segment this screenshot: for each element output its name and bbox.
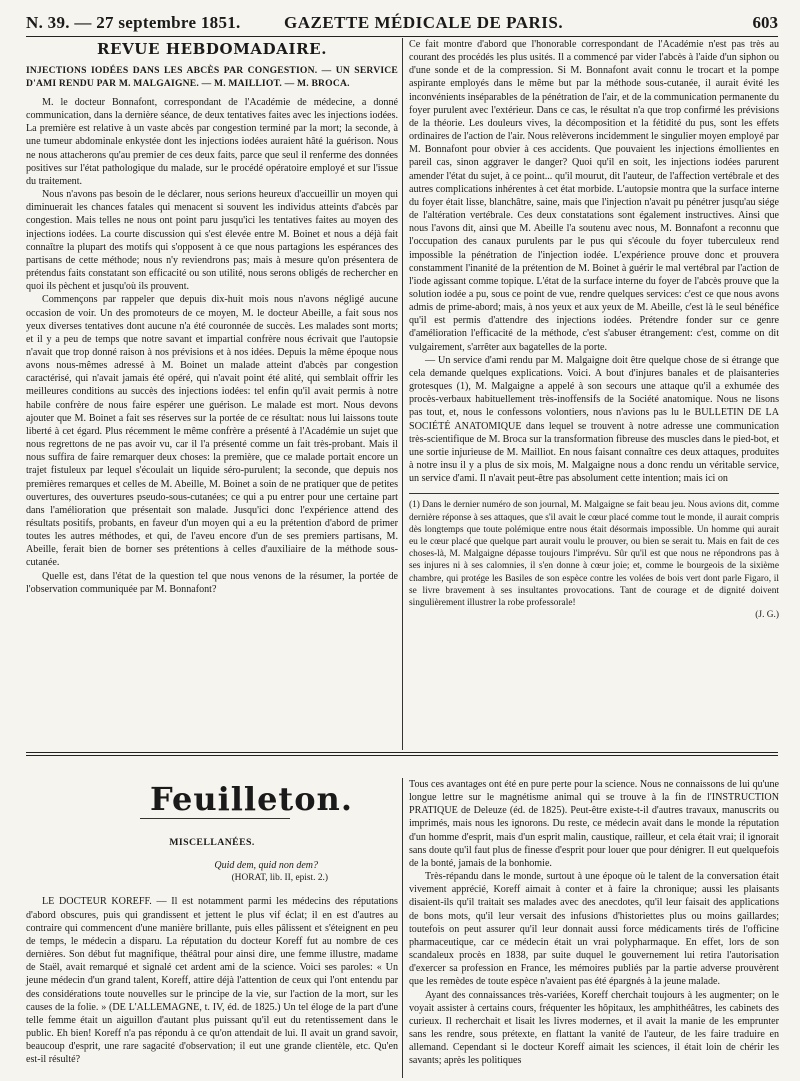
footnote-signature: (J. G.) (755, 610, 779, 621)
feuilleton-separator (26, 752, 778, 756)
paragraph: M. le docteur Bonnafont, correspondant de l'Académie de médecine, a donné communication, dans la dernière séance, de deux tentatives faites avec les injections iodées. La première est relative à un vaste abcès par congestion terminé par la mort; la seconde, à une tumeur abdominale enkystée dont les injections iodées auraient hâté la guérison. Nous ne nous attacherons qu'au premier de ces deux faits, parce que seul il renferme des données positives sur l'état pathologique du malade, sur le procédé opératoire employé et sur l'issue du traitement. (26, 97, 398, 187)
paragraph: Nous n'avons pas besoin de le déclarer, nous serions heureux d'accueillir un moyen qui diminuerait les chances fatales qui menacent si souvent les individus atteints d'abcès par congestion. Mais telles ne nous ont point paru jusqu'ici les tentatives faites au moyen des injections iodées. La courte discussion qui s'est élevée entre M. Boinet et nous a déjà fait connaître la plupart des motifs qui s'opposent à ce que nous partagions les espérances des partisans de cette méthode; nous n'y reviendrons pas; mais à mesure qu'on présentera de prétendus faits constatant son efficacité ou son utilité, nous serons obligés de rechercher en quoi ils pèchent et jusqu'où ils prouvent. (26, 189, 398, 293)
paragraph: Ce fait montre d'abord que l'honorable correspondant de l'Académie n'est pas très au courant des procédés les plus usités. Il a commencé par vider l'abcès à l'aide d'un siphon ou d'une sonde et de la compression. Si M. Bonnafont avait connu le trocart et la pompe aspirante employés dans le même but par la méthode sous-cutanée, il aurait évité les inconvénients inséparables de la pénétration de l'air, et de la communication permanente du foyer purulent avec l'extérieur. Dans ce cas, le résultat n'a que trop confirmé les prévisions de la théorie. Les douleurs vives, la décomposition et la fétidité du pus, sont les effets ordinaires de l'action de l'air. Nous relèverons incidemment le singulier moyen employé par M. Bonnafont pour obvier à ces accidents. Que pouvaient les injections émollientes en pareil cas, sinon aggraver le danger? Quoi qu'il en soit, les injections iodées parurent amender l'état du sujet, à ce point... qu'il mourut, dit l'auteur, de l'affection vertébrale et des autres complications inhérentes à cet état morbide. L'autopsie montra que la surface interne du foyer était lisse, blanchâtre, saine, mais que l'injection n'avait pu pénétrer jusqu'au siége de l'altération vertébrale. Ces deux constatations sont également instructives. Ainsi que nous l'avons dit, ainsi que M. Abeille l'a soutenu avec nous, M. Bonnafont a reconnu que l'occupation des canaux purulents par le pus qui s'écoule du foyer tuberculeux rend impossible la pénétration de l'injection iodée. L'expérience prouve donc et prouvera constamment l'inanité de la prétention de M. Boinet à guérir le mal vertébral par l'action de l'iode agissant comme topique. L'état de la surface interne du foyer de l'abcès prouve que la solution iodée a pu, sous ce point de vue, rendre quelques services: c'est ce que nous avons admis de prime-abord; mais, à nos yeux et aux yeux de M. Abeille, c'est là le seul bénéfice qu'il est permis d'attendre des injections iodées. Prétendre fonder sur ce genre d'amélioration l'efficacité de la méthode, c'est s'abuser étrangement: c'est, comme on dit vulgairement, s'arrêter aux bagatelles de la porte. (409, 39, 779, 353)
revue-subtitle: INJECTIONS IODÉES DANS LES ABCÈS PAR CONGESTION. — UN SERVICE D'AMI RENDU PAR M. MALGAIGNE. — M. MAILLIOT. — M. BROCA. (26, 65, 398, 89)
footnote-text: (1) Dans le dernier numéro de son journal, M. Malgaigne se fait beau jeu. Nous avions dit, comme dernière réponse à ses attaques, que s'il avait le cœur placé comme tout le monde, il aurait compris dès longtemps que toute polémique entre nous était désormais impossible. Un homme qui aurait eu le cœur placé que quelque part aurait voulu le prouver, ou bien se serait tu. Mais en fait de ces choses-là, M. Malgaigne dépasse toujours l'imprévu. Sûr qu'il est que nous ne répondrons pas à ses injures ni à ses calomnies, il s'en donne à cœur joie; et, comme le bourgeois de la sixième chambre, qui protége les Basiles de son espèce contre les volées de bois vert dont parle Figaro, il se livre bravement à ses insultantes provocations. Tant de courage et de dignité doivent singulièrement illustrer la robe professorale! (409, 500, 779, 608)
feuilleton-title-rule (140, 818, 290, 819)
journal-title: GAZETTE MÉDICALE DE PARIS. (284, 13, 564, 32)
revue-left-paragraphs (26, 96, 398, 596)
paragraph: Quelle est, dans l'état de la question tel que nous venons de la résumer, la portée de l'observation communiquée par M. Bonnafont? (26, 570, 398, 595)
feuilleton-title: Feuilleton. (150, 780, 353, 818)
issue-number: N. 39. — 27 septembre 1851. (26, 13, 241, 32)
paragraph: LE DOCTEUR KOREFF. — Il est notamment parmi les médecins des réputations d'abord obscures, puis qui grandissent et jettent le plus vif éclat; il en est d'autres au contraire qui commencent d'une manière brillante, puis elles pâlissent et s'éteignent en peu de temps, le médecin a disparu. La réputation du docteur Koreff fut au nombre de ces dernières. Son début fut magnifique, théâtral pour ainsi dire, une femme illustre, madame de Staël, avait remarqué et signalé cet ardent ami de la science. Voici ses paroles: « Un jeune médecin d'un grand talent, Koreff, attire déjà l'attention de ceux qui l'ont entendu par des considérations toute nouvelles sur le principe de la vie, sur l'action de la mort, sur les causes de la folie. » (DE L'ALLEMAGNE, t. IV, éd. de 1825.) Un tel éloge de la part d'une telle femme était un aiguillon d'autant plus puissant qu'il eut du retentissement dans le public. Eh bien! Koreff n'a pas répondu à ce qu'on attendait de lui. Il avait un grand savoir, beaucoup d'esprit, une rare sagacité d'observation; il eut une grande clientèle, etc. Qu'en est-il résulté? (26, 896, 398, 1066)
paragraph: Très-répandu dans le monde, surtout à une époque où le talent de la conversation était vivement apprécié, Koreff aimait à conter et à faire la chronique; aussi les plaisants disaient-ils qu'il traitait ses malades avec des anecdotes, qu'il leur faisait des applications de bons mots, qu'il leur versait des infusions d'historiettes plus ou moins gaillardes; toutefois on peut assurer qu'il leur donnait aussi force médicaments tirés de l'officine pharmaceutique, car ce médecin était un vrai polypharmaque. En effet, lors de son scandaleux procès en 1838, par suite duquel le gouvernement lui retira l'autorisation d'exercer sa profession en France, les mémoires publiés par la partie adverse prouvèrent que les remèdes de toute espèce n'avaient pas été épargnés à la jeune malade. (409, 871, 779, 988)
section-heading: MISCELLANÉES. (169, 837, 255, 848)
footnote-divider (409, 493, 779, 494)
paragraph: Commençons par rappeler que depuis dix-huit mois nous n'avons négligé aucune occasion de voir. Un des promoteurs de ce moyen, M. le docteur Abeille, a fait sous nos yeux diverses tentatives dont aucune n'a été couronnée de succès. Les malades sont morts; et il y a peu de temps que notre savant et impartial confrère nous écrivait que l'autopsie n'avait que trop donné raison à nos prévisions et à nos idées. Depuis la même époque nous avons nous-mêmes adressé à M. Boinet un malade atteint d'abcès par congestion caractérisé, qui n'avait jamais été opéré, qui n'avait point été alité, qui semblait offrir les meilleures conditions au succès des injections iodées: tel enfin qu'il avait permis à notre habile confrère de nous faire espérer une guérison. Le malade est mort. Nous devons ajouter que M. Boinet a fait ses réserves sur la portée de ce résultat: nous lui laissons toute liberté à cet égard. Plus récemment le même confrère a présenté à l'Académie un sujet que nous regrettons de ne pas avoir vu, car il l'a présenté comme un fait très-probant. Mais il nous suffira de faire remarquer deux choses: la première, que ce malade portait encore un trajet fistuleux par lequel s'écoulait un liquide séro-purulent; la seconde, que depuis nos premières remarques et celles de M. Abeille, M. Boinet a soin de ne pratiquer que de petites ouvertures, des ouvertures pseudo-sous-cutanées; ce qui a pu entrer pour une certaine part dans l'amélioration que présentait son malade. Jusqu'ici donc l'expérience attend des résultats positifs, probants, en faveur d'un moyen qui a eu la prétention d'abord de primer toutes les autres méthodes, et qui, de l'aveu encore d'un de ses premiers partisans, M. Abeille, ferait bien de borner ses prétentions à celles d'auxiliaire de la méthode sous-cutanée. (26, 294, 398, 569)
paragraph: Ayant des connaissances très-variées, Koreff cherchait toujours à les augmenter; on le voyait assister à certains cours, fréquenter les hôpitaux, les amphithéâtres, les cabinets des curieux. Il recherchait et lisait les livres modernes, et il avait la manie de les emprunter sans les rendre, sous prétexte, en flattant la vanité de l'auteur, de les faire traduire en allemand. Cependant si le docteur Koreff aimait les sciences, il était loin de chérir les savants; après les politiques (409, 989, 779, 1067)
feuilleton-right-column (409, 778, 779, 1067)
feuilleton-left-paragraphs (26, 895, 398, 1066)
epigraph-source: (HORAT, lib. II, epist. 2.) (231, 873, 328, 884)
column-divider (402, 38, 403, 750)
epigraph: Quid dem, quid non dem? (214, 860, 318, 872)
revue-title: REVUE HEBDOMADAIRE. (96, 40, 328, 58)
page-number: 603 (752, 13, 778, 32)
feuilleton-column-divider (402, 778, 403, 1078)
page-header (26, 10, 778, 37)
revue-right-paragraphs (409, 38, 779, 485)
feuilleton-left-column (26, 836, 398, 1067)
revue-right-column (409, 38, 779, 621)
revue-left-column (26, 64, 398, 596)
feuilleton-right-paragraphs (409, 778, 779, 1067)
footnote (409, 499, 779, 621)
paragraph: Tous ces avantages ont été en pure perte pour la science. Nous ne connaissons de lui qu'une longue lettre sur le magnétisme animal qui se trouve à la fin de l'INSTRUCTION PRATIQUE de Deleuze (éd. de 1825). Peut-être existe-t-il d'autres travaux, manuscrits ou imprimés, mais nous les ignorons. Du reste, ce médecin avait dans le monde la réputation d'un homme d'esprit, mais d'un esprit malin, caustique, railleur, et cela était vrai; il ignorait sans doute qu'il faut plus de finesse d'esprit pour louer que pour dénigrer. Il eut quelquefois de la bonté, jamais de la bonhomie. (409, 779, 779, 869)
paragraph: — Un service d'ami rendu par M. Malgaigne doit être quelque chose de si étrange que cela demande quelques explications. Voici. A bout d'injures banales et de plaisanteries grotesques (1), M. Malgaigne a appelé à son secours une attaque qu'il a exhumée des procès-verbaux habituellement très-inoffensifs de la Société anatomique. Nous ne lisons pas tout, et, nous le confessons volontiers, nous n'avions pas lu le BULLETIN DE LA SOCIÉTÉ ANATOMIQUE dans lequel se trouvent à notre adresse une communication très-scientifique de M. Broca sur la transformation fibreuse des muscles dans le pied-bot, et une sortie injurieuse de M. Mailliot. En nous faisant connaître ces deux attaques, produites à notre insu il y a plus de six mois, M. Malgaigne nous a donc rendu un véritable service, un service d'ami. Il n'avait peut-être pas absolument cette intention; mais ici on (409, 354, 779, 485)
